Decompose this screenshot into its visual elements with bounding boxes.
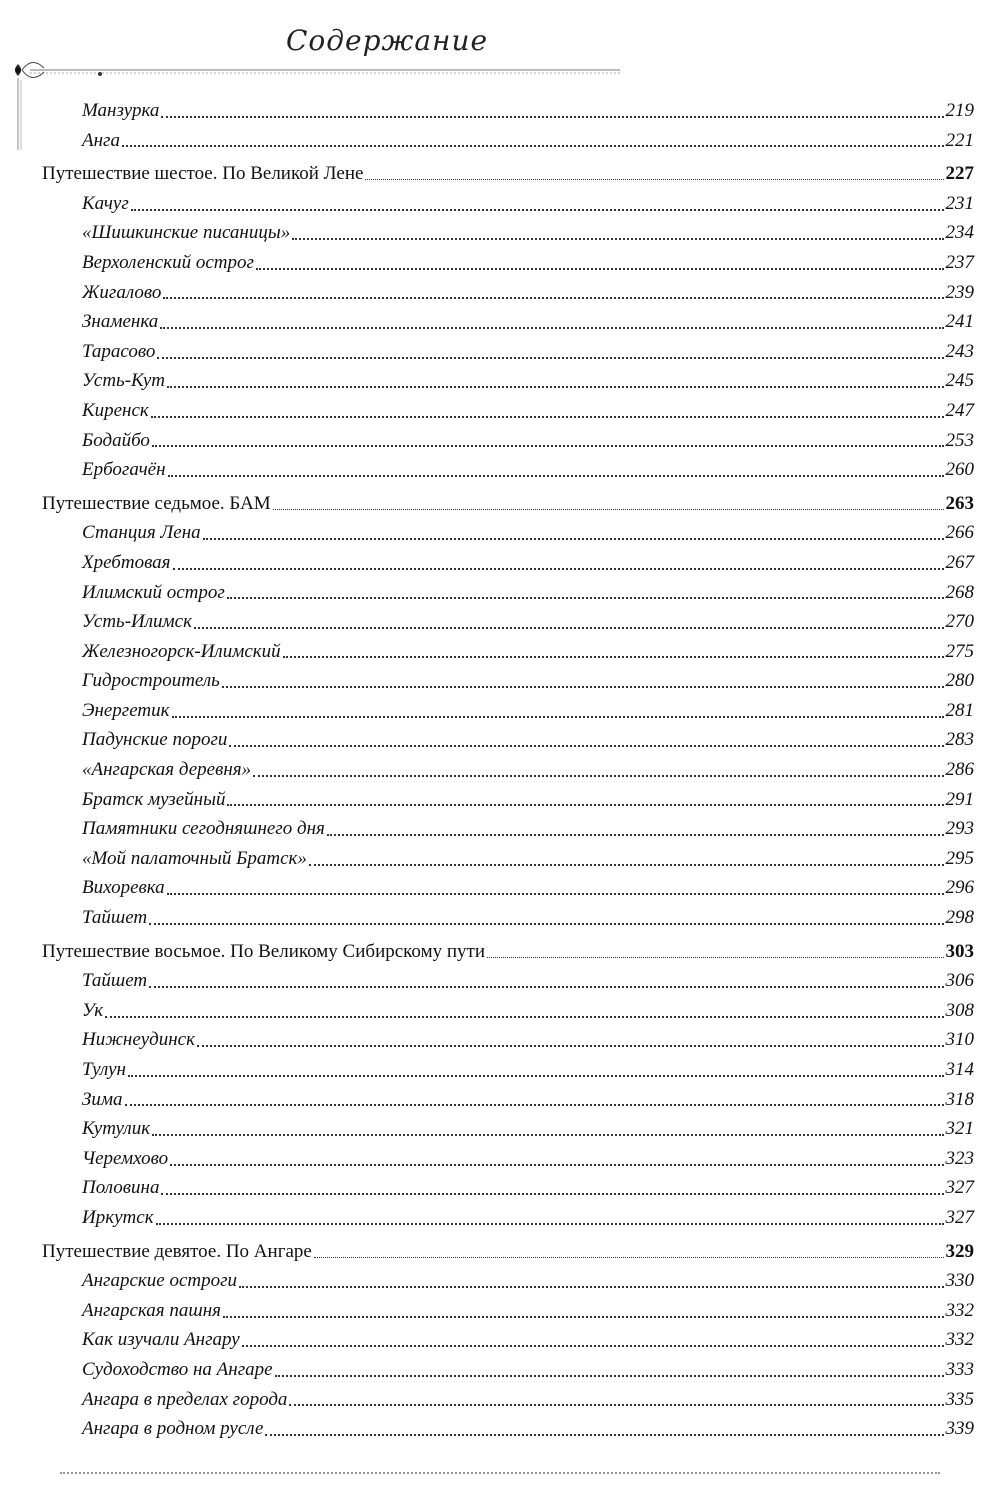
toc-entry [42,755,974,785]
toc-entry-title: Путешествие девятое. По Ангаре [42,1240,312,1262]
toc-entry [42,1144,974,1174]
dot-leader [152,445,944,447]
toc-entry-page-number: 314 [945,1059,974,1080]
toc-entry-title: Вихоревка [82,877,165,899]
toc-entry-title: Тайшет [82,907,148,929]
toc-entry [42,696,974,726]
toc-entry [42,396,974,426]
toc-section-heading [42,1237,974,1267]
dot-leader [161,1193,943,1195]
toc-entry-page-number: 335 [945,1388,974,1410]
dot-leader [197,1045,944,1047]
toc-entry [42,366,974,396]
toc-entry-title: Илимский острог [82,581,225,603]
toc-entry [42,248,974,278]
dot-leader [131,209,944,211]
toc-entry-page-number: 332 [945,1329,974,1351]
toc-entry [42,903,974,933]
toc-entry [42,548,974,578]
toc-entry-title: Качуг [82,192,129,214]
table-of-contents [42,96,974,1444]
toc-entry-page-number: 260 [945,459,974,481]
toc-entry-title: Ербогачён [82,459,166,481]
toc-entry-page-number: 241 [945,311,974,333]
toc-entry-page-number: 281 [945,699,974,721]
dot-leader [227,597,944,599]
toc-entry-title: Киренск [82,399,149,421]
dot-leader [365,179,943,180]
dot-leader [105,1016,943,1018]
toc-entry [42,1085,974,1115]
dot-leader [128,1075,944,1077]
toc-entry [42,725,974,755]
toc-entry-page-number: 219 [945,100,974,121]
toc-entry [42,307,974,337]
page-title: Содержание [286,24,489,57]
toc-entry [42,785,974,815]
dot-leader [239,1286,943,1288]
dot-leader [149,986,943,988]
toc-entry-page-number: 267 [945,551,974,573]
toc-entry-title: Путешествие седьмое. БАМ [42,492,271,514]
toc-entry-page-number: 329 [945,1240,974,1262]
dot-leader [283,656,944,658]
toc-entry-page-number: 339 [945,1418,974,1440]
toc-entry-title: Усть-Кут [82,370,165,392]
toc-entry-title: Железногорск-Илимский [82,640,281,662]
toc-entry [42,1266,974,1296]
dot-leader [167,893,944,895]
toc-entry-page-number: 268 [945,581,974,603]
dot-leader [314,1257,944,1258]
toc-entry-title: Иркутск [82,1206,154,1228]
toc-entry-title: Братск музейный [82,788,226,810]
toc-entry [42,873,974,903]
toc-entry [42,1025,974,1055]
toc-entry [42,518,974,548]
toc-entry [42,637,974,667]
toc-entry-page-number: 308 [945,999,974,1021]
dot-leader [229,745,943,747]
toc-entry-title: Манзурка [82,100,160,121]
toc-entry [42,844,974,874]
toc-entry [42,966,974,996]
toc-entry [42,189,974,219]
dot-leader [170,1164,943,1166]
dot-leader [256,268,944,270]
toc-entry-title: Половина [82,1177,160,1199]
dot-leader [122,145,944,147]
toc-section-heading [42,937,974,967]
toc-entry-page-number: 332 [945,1299,974,1321]
dot-leader [149,923,943,925]
dot-leader [160,327,943,329]
dot-leader [172,716,944,718]
dot-leader [163,297,943,299]
toc-entry-title: Судоходство на Ангаре [82,1358,273,1380]
toc-entry [42,1114,974,1144]
toc-entry-page-number: 295 [945,847,974,869]
toc-entry-page-number: 266 [945,522,974,544]
toc-entry-title: Станция Лена [82,522,201,544]
toc-entry-title: Тарасово [82,340,156,362]
toc-entry-page-number: 296 [945,877,974,899]
dot-leader [168,475,944,477]
dot-leader [227,804,943,806]
toc-entry-page-number: 306 [945,970,974,992]
toc-entry-title: Кутулик [82,1118,151,1140]
toc-entry [42,607,974,637]
toc-entry [42,1355,974,1385]
toc-entry-page-number: 327 [945,1206,974,1228]
toc-entry-page-number: 298 [945,907,974,929]
toc-entry-page-number: 247 [945,399,974,421]
dot-leader [327,834,944,836]
toc-entry-title: Ук [82,999,104,1021]
toc-entry-page-number: 321 [945,1118,974,1140]
toc-entry [42,455,974,485]
dot-leader [289,1404,943,1406]
toc-entry-page-number: 283 [945,729,974,751]
toc-section-heading [42,489,974,519]
toc-entry [42,814,974,844]
toc-entry-page-number: 280 [945,670,974,692]
toc-entry-title: Анга [82,129,120,151]
toc-entry [42,1296,974,1326]
toc-entry-page-number: 318 [945,1088,974,1110]
toc-entry-title: Гидростроитель [82,670,220,692]
toc-entry-title: Зима [82,1088,123,1110]
dot-leader [275,1375,944,1377]
toc-entry-page-number: 243 [945,340,974,362]
dot-leader [161,116,943,118]
toc-entry-title: Тайшет [82,970,148,992]
dot-leader [156,1223,944,1225]
toc-entry-page-number: 327 [945,1177,974,1199]
page-header [0,0,1000,80]
dot-leader [194,627,944,629]
toc-entry-title: «Ангарская деревня» [82,759,252,781]
dot-leader [222,686,944,688]
toc-entry-page-number: 237 [945,251,974,273]
toc-entry [42,337,974,367]
toc-entry [42,666,974,696]
toc-entry-title: Как изучали Ангару [82,1329,240,1351]
toc-entry [42,1414,974,1444]
toc-entry-title: Энергетик [82,699,170,721]
toc-entry-page-number: 253 [945,429,974,451]
toc-entry-title: Ангара в родном русле [82,1418,264,1440]
toc-entry-title: Нижнеудинск [82,1029,195,1051]
toc-section-heading [42,159,974,189]
toc-entry-page-number: 239 [945,281,974,303]
dot-leader [151,416,944,418]
toc-entry [42,578,974,608]
toc-entry [42,96,974,126]
toc-entry [42,1203,974,1233]
toc-entry-title: Знаменка [82,311,159,333]
toc-entry-page-number: 263 [945,492,974,514]
toc-entry-title: Путешествие восьмое. По Великому Сибирскому пути [42,940,485,962]
toc-entry-page-number: 330 [945,1270,974,1292]
toc-entry [42,426,974,456]
toc-entry-title: Жигалово [82,281,162,303]
toc-entry-page-number: 231 [945,192,974,214]
dot-leader [167,386,944,388]
toc-entry-title: Бодайбо [82,429,150,451]
toc-entry-page-number: 291 [945,788,974,810]
dot-leader [265,1434,943,1436]
toc-entry-title: «Мой палаточный Братск» [82,847,307,869]
dot-leader [125,1104,944,1106]
toc-entry [42,278,974,308]
toc-entry-title: Ангарские остроги [82,1270,238,1292]
footer-divider [60,1472,940,1474]
toc-entry-page-number: 310 [945,1029,974,1051]
toc-entry-title: Черемхово [82,1147,169,1169]
dot-leader [223,1316,944,1318]
toc-entry [42,1173,974,1203]
toc-entry [42,1325,974,1355]
toc-entry-title: Ангара в пределах города [82,1388,288,1410]
toc-entry [42,1385,974,1415]
toc-entry-page-number: 275 [945,640,974,662]
toc-entry [42,126,974,156]
dot-leader [292,238,943,240]
toc-entry [42,1055,974,1085]
toc-entry-title: Тулун [82,1059,126,1080]
dot-leader [487,957,944,958]
dot-leader [203,538,944,540]
toc-entry-title: Верхоленский острог [82,251,254,273]
toc-entry-page-number: 270 [945,611,974,633]
toc-entry-title: Путешествие шестое. По Великой Лене [42,163,364,185]
dot-leader [273,509,944,510]
toc-entry-title: «Шишкинские писаницы» [82,222,291,244]
dot-leader [242,1345,944,1347]
toc-entry-page-number: 323 [945,1147,974,1169]
toc-entry-page-number: 333 [945,1358,974,1380]
toc-entry-page-number: 221 [945,129,974,151]
dot-leader [253,775,943,777]
toc-entry-page-number: 293 [945,818,974,840]
toc-entry-title: Усть-Илимск [82,611,192,633]
dot-leader [173,568,944,570]
dot-leader [157,357,943,359]
dot-leader [309,864,944,866]
toc-entry [42,996,974,1026]
toc-entry-page-number: 227 [945,163,974,185]
toc-entry-title: Хребтовая [82,551,171,573]
toc-entry-page-number: 245 [945,370,974,392]
toc-entry [42,218,974,248]
toc-entry-page-number: 286 [945,759,974,781]
toc-entry-page-number: 234 [945,222,974,244]
toc-entry-title: Падунские пороги [82,729,228,751]
toc-entry-page-number: 303 [945,940,974,962]
toc-entry-title: Памятники сегодняшнего дня [82,818,325,840]
toc-entry-title: Ангарская пашня [82,1299,221,1321]
dot-leader [152,1134,943,1136]
